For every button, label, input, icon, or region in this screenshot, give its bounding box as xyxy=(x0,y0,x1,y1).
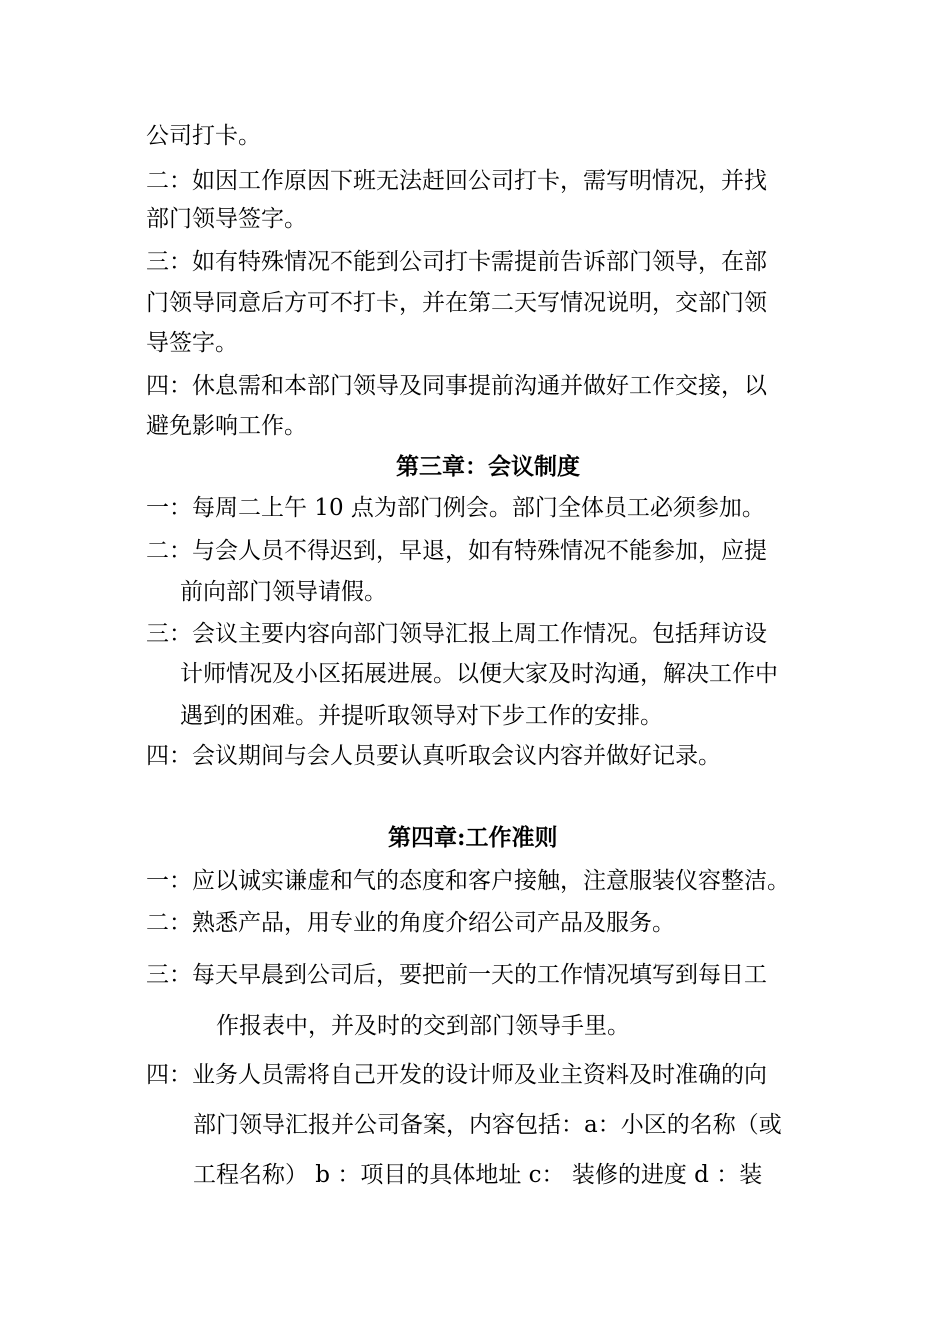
text-line: 门领导同意后方可不打卡，并在第二天写情况说明，交部门领 xyxy=(146,290,767,316)
chapter-4-title: 第四章:工作准则 xyxy=(388,824,558,851)
text-line: 一：每周二上午 10 点为部门例会。部门全体员工必须参加。 xyxy=(146,495,765,521)
text-line: 三：如有特殊情况不能到公司打卡需提前告诉部门领导，在部 xyxy=(146,249,767,275)
text-line: 部门领导签字。 xyxy=(146,206,307,232)
text-line: 三：会议主要内容向部门领导汇报上周工作情况。包括拜访设 xyxy=(146,621,767,647)
text-line: 导签字。 xyxy=(146,330,238,356)
text-line: 遇到的困难。并提听取领导对下步工作的安排。 xyxy=(180,703,663,729)
text-line: 一：应以诚实谦虚和气的态度和客户接触，注意服装仪容整洁。 xyxy=(146,868,790,894)
text-line: 三：每天早晨到公司后，要把前一天的工作情况填写到每日工 xyxy=(146,962,767,988)
text-line: 公司打卡。 xyxy=(146,123,261,149)
chapter-3-title: 第三章：会议制度 xyxy=(396,453,580,480)
text-line: 二：如因工作原因下班无法赶回公司打卡，需写明情况，并找 xyxy=(146,168,767,194)
text-line: 二：熟悉产品，用专业的角度介绍公司产品及服务。 xyxy=(146,910,675,936)
text-line: 部门领导汇报并公司备案，内容包括：a：小区的名称（或 xyxy=(193,1112,782,1138)
text-line: 四：会议期间与会人员要认真听取会议内容并做好记录。 xyxy=(146,743,721,769)
text-line: 工程名称） b ：项目的具体地址 c： 装修的进度 d ：装 xyxy=(193,1162,763,1188)
text-line: 避免影响工作。 xyxy=(146,413,307,439)
text-line: 四：业务人员需将自己开发的设计师及业主资料及时准确的向 xyxy=(146,1062,767,1088)
text-line: 作报表中，并及时的交到部门领导手里。 xyxy=(216,1013,630,1039)
text-line: 二：与会人员不得迟到，早退，如有特殊情况不能参加，应提 xyxy=(146,538,767,564)
text-line: 前向部门领导请假。 xyxy=(180,579,387,605)
text-line: 计师情况及小区拓展进展。以便大家及时沟通，解决工作中 xyxy=(180,661,778,687)
text-line: 四：休息需和本部门领导及同事提前沟通并做好工作交接，以 xyxy=(146,373,767,399)
